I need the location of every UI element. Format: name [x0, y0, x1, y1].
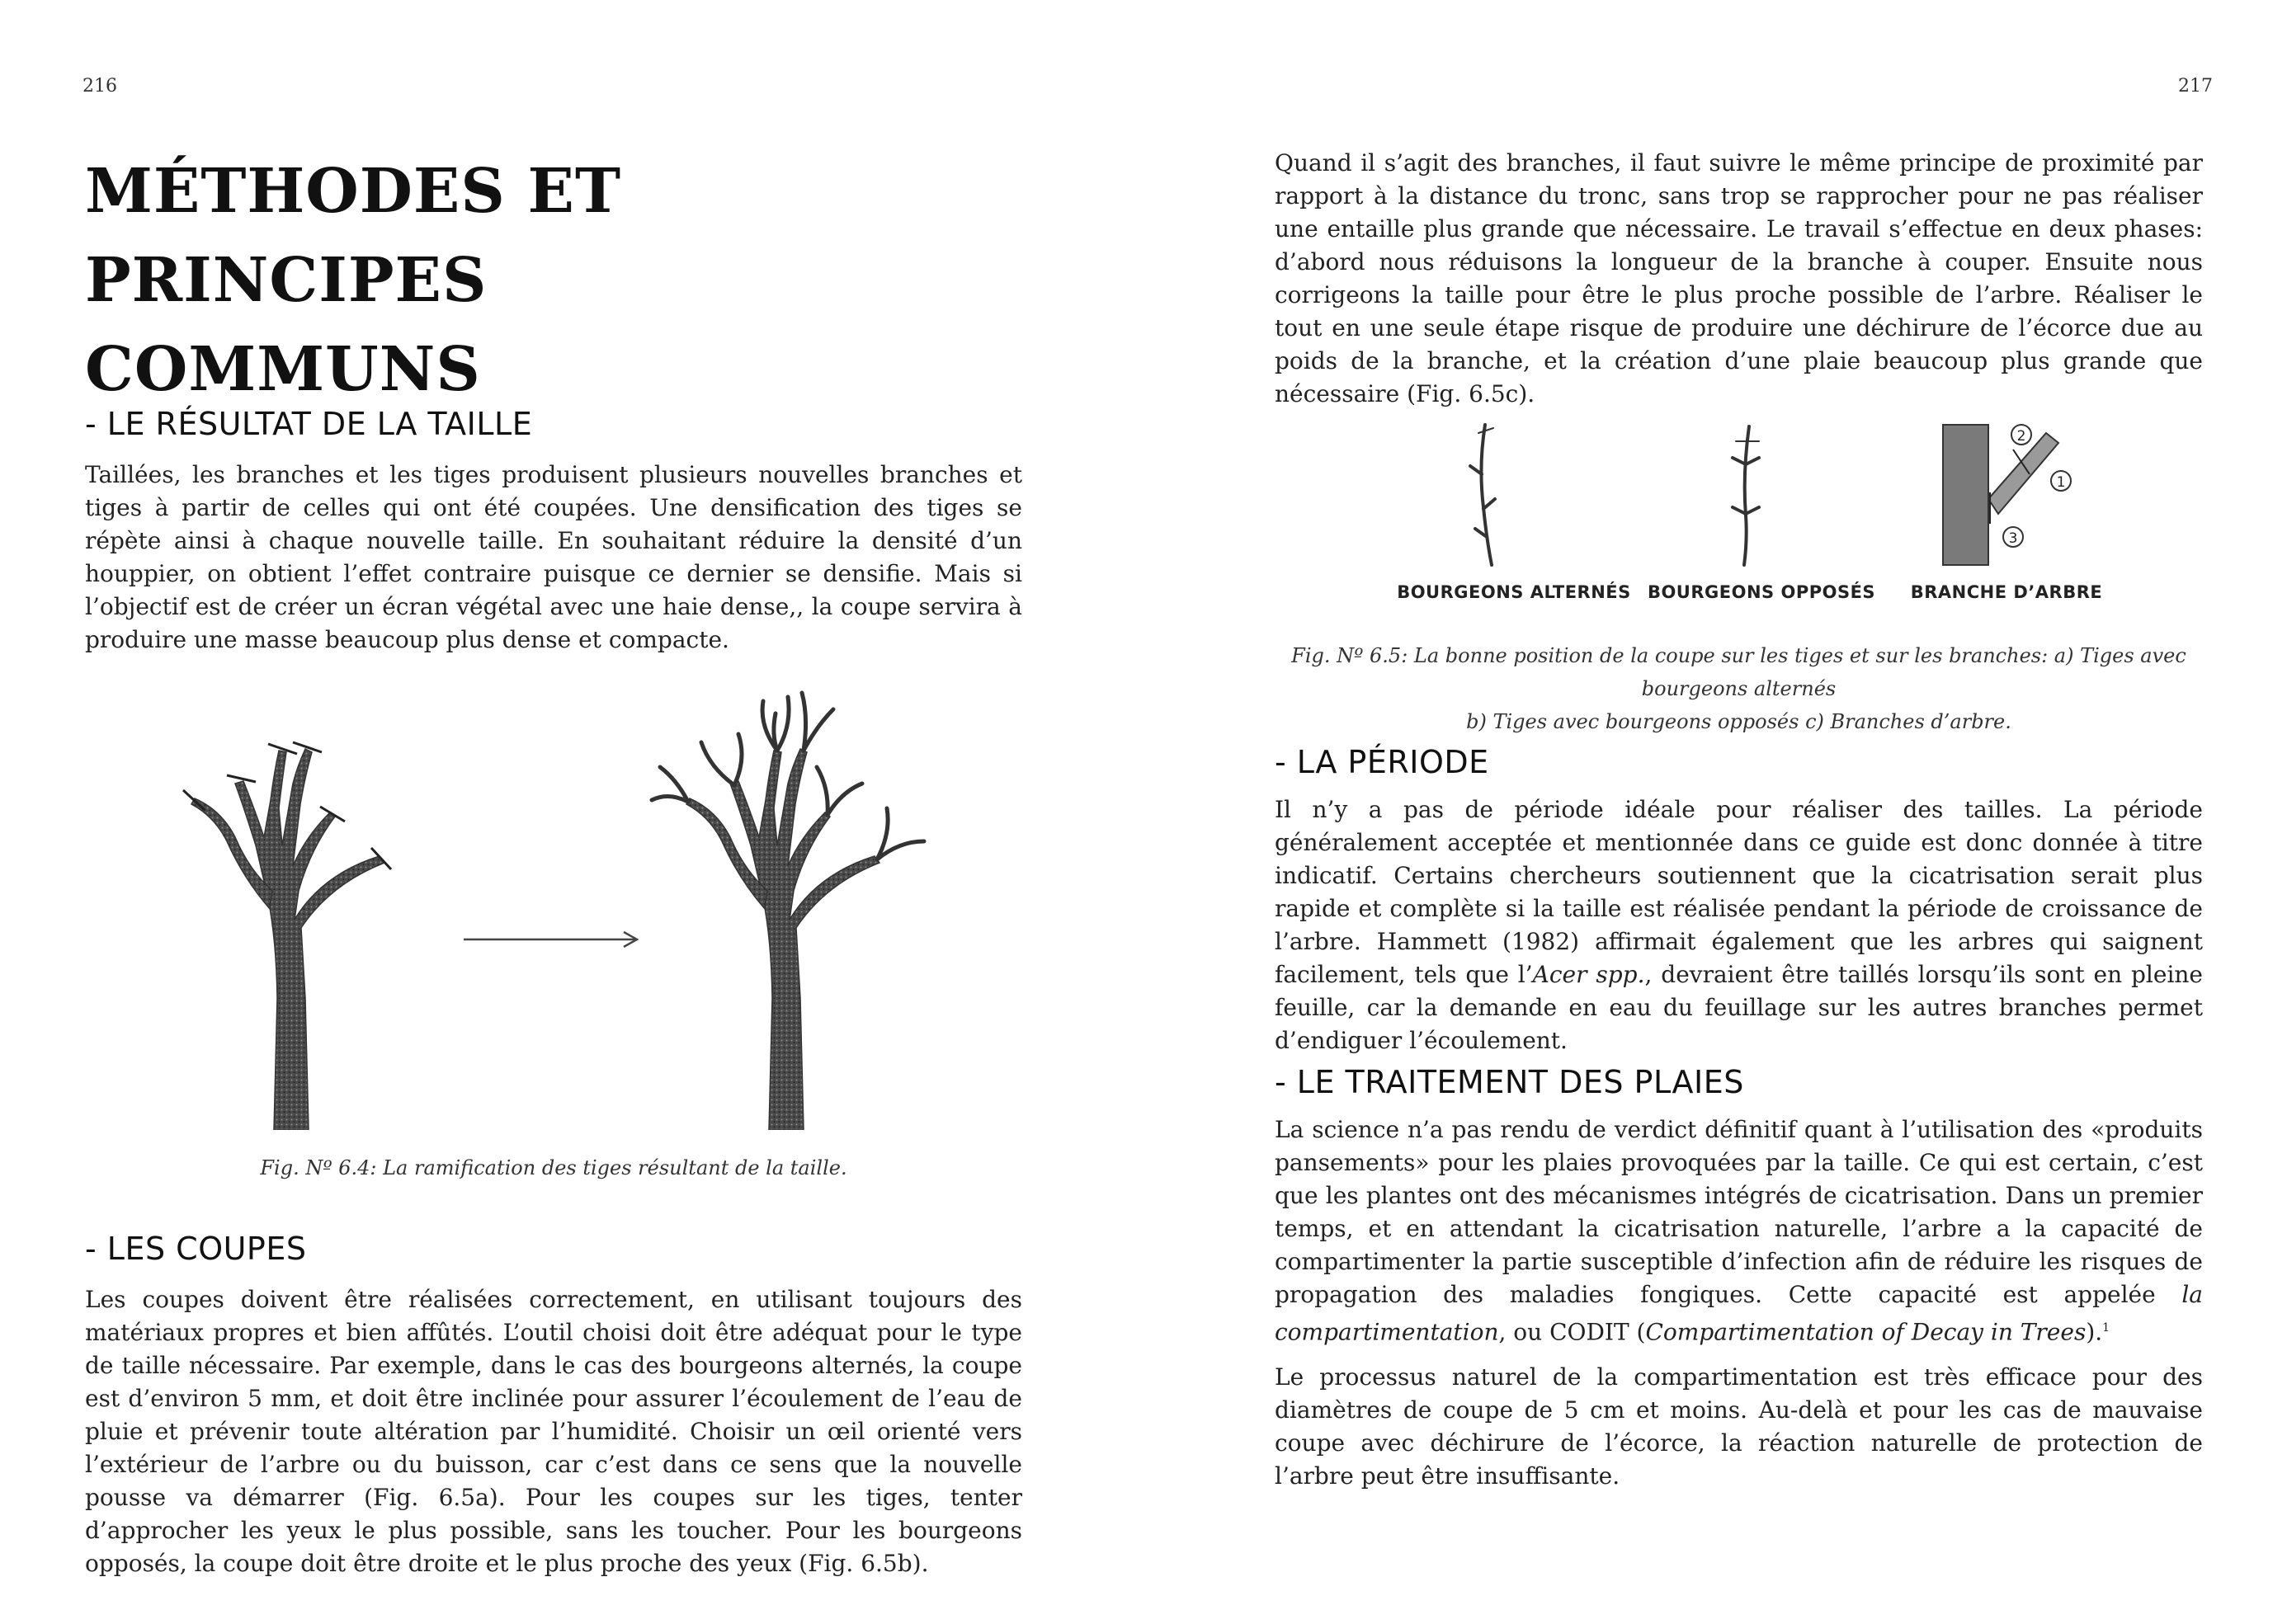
page-number-left: 216 — [83, 76, 117, 96]
marker-3: 3 — [2008, 530, 2018, 547]
figure-caption-6-5-line2: b) Tiges avec bourgeons opposés c) Branches d’arbre. — [1466, 710, 2011, 733]
twig-opposite-buds — [1733, 426, 1759, 565]
twig-alternate-buds — [1470, 425, 1495, 565]
section-text-coupes: Les coupes doivent être réalisées correctement, en utilisant toujours des matériaux propres et bien affûtés. L’outil choisi doit être adéquat pour le type de taille nécessaire. Par exemple, dans le cas des bourgeons alternés, la coupe est d’environ 5 mm, et doit être inclinée pour assurer l’écoulement de l’eau de pluie et prévenir toute altération par l’humidité. Choisir un œil orienté vers l’extérieur de l’arbre ou du buisson, car c’est dans ce sens que la nouvelle pousse va démarrer (Fig. 6.5a). Pour les coupes sur les tiges, tenter d’approcher les yeux le plus possible, sans les toucher. Pour les bourgeons opposés, la coupe doit être droite et le plus proche des yeux (Fig. 6.5b). — [85, 1286, 1022, 1577]
arrow-icon — [464, 932, 637, 947]
intro-text: Quand il s’agit des branches, il faut suivre le même principe de proximité par rapport à la distance du tronc, sans trop se rapprocher pour ne pas réaliser une entaille plus grande que nécessaire. Le travail s’effectue en deux phases: d’abord nous réduisons la longueur de la branche à couper. Ensuite nous corrigeons la taille pour être le plus proche possible de l’arbre. Réaliser le tout en une seule étape risque de produire une déchirure de l’écorce due au poids de la branche, et la création d’une plaie beaucoup plus grande que nécessaire (Fig. 6.5c). — [1275, 149, 2203, 407]
figure-caption-6-4: Fig. Nº 6.4: La ramification des tiges résultant de la taille. — [260, 1156, 847, 1179]
footnote-ref: 1 — [2102, 1321, 2110, 1335]
figure-caption-6-5 — [1275, 639, 2203, 738]
marker-1: 1 — [2056, 474, 2066, 491]
figure-6-5 — [1386, 417, 2112, 614]
branch-cut-diagram — [1943, 425, 2071, 565]
page-number-right: 217 — [2178, 76, 2213, 96]
section-text-plaies: La science n’a pas rendu de verdict définitif quant à l’utilisation des «produits pansements» pour les plaies provoquées par la taille. Ce qui est certain, c’est que les plantes ont des mécanismes intégrés de cicatrisation. Dans un premier temps, et en attendant la cicatrisation naturelle, l’arbre a la capacité de compartimenter la partie susceptible d’infection afin de réduire les risques de propagation des maladies fongiques. Cette capacité est appelée la compartimentation, ou CODIT (Compartimentation of Decay in Trees).$^1$ — [1275, 1116, 2203, 1346]
label-branche-arbre: BRANCHE D’ARBRE — [1910, 582, 2103, 602]
section-heading-plaies: - LE TRAITEMENT DES PLAIES — [1275, 1064, 1744, 1100]
page-title — [85, 147, 993, 414]
section-text-periode: Il n’y a pas de période idéale pour réaliser des tailles. La période généralement acceptée et mentionnée dans ce guide est donc donnée à titre indicatif. Certains chercheurs soutiennent que la cicatrisation serait plus rapide et complète si la taille est réalisée pendant la période de croissance de l’arbre. Hammett (1982) affirmait également que les arbres qui saignent facilement, tels que l’Acer spp., devraient être taillés lorsqu’ils sont en pleine feuille, car la demande en eau du feuillage sur les autres branches permet d’endiguer l’écoulement. — [1275, 796, 2203, 1054]
regrown-tree-illustration — [686, 749, 879, 1130]
figure-6-4 — [132, 668, 957, 1130]
section-heading-resultat: - LE RÉSULTAT DE LA TAILLE — [85, 406, 533, 442]
pruned-tree-illustration — [191, 749, 384, 1130]
section-heading-periode: - LA PÉRIODE — [1275, 744, 1489, 780]
section-text-resultat: Taillées, les branches et les tiges produisent plusieurs nouvelles branches et tiges à partir de celles qui ont été coupées. Une densification des tiges se répète ainsi à chaque nouvelle taille. En souhaitant réduire la densité d’un houppier, on obtient l’effet contraire puisque ce dernier se densifie. Mais si l’objectif est de créer un écran végétal avec une haie dense,, la coupe servira à produire une masse beaucoup plus dense et compacte. — [85, 461, 1022, 653]
section-text-plaies-2: Le processus naturel de la compartimentation est très efficace pour des diamètres de coupe de 5 cm et moins. Au-delà et pour les cas de mauvaise coupe avec déchirure de l’écorce, la réaction naturelle de protection de l’arbre peut être insuffisante. — [1275, 1363, 2203, 1490]
label-bourgeons-opposes: BOURGEONS OPPOSÉS — [1647, 582, 1876, 602]
marker-2: 2 — [2016, 428, 2026, 445]
page-title-line1: MÉTHODES ET PRINCIPES — [85, 156, 622, 316]
label-bourgeons-alternes: BOURGEONS ALTERNÉS — [1397, 582, 1631, 602]
figure-caption-6-5-line1: Fig. Nº 6.5: La bonne position de la coupe sur les tiges et sur les branches: a) Tiges avec bourgeons alternés — [1291, 644, 2186, 700]
page-title-line2: COMMUNS — [85, 334, 481, 405]
section-heading-coupes: - LES COUPES — [85, 1231, 307, 1267]
